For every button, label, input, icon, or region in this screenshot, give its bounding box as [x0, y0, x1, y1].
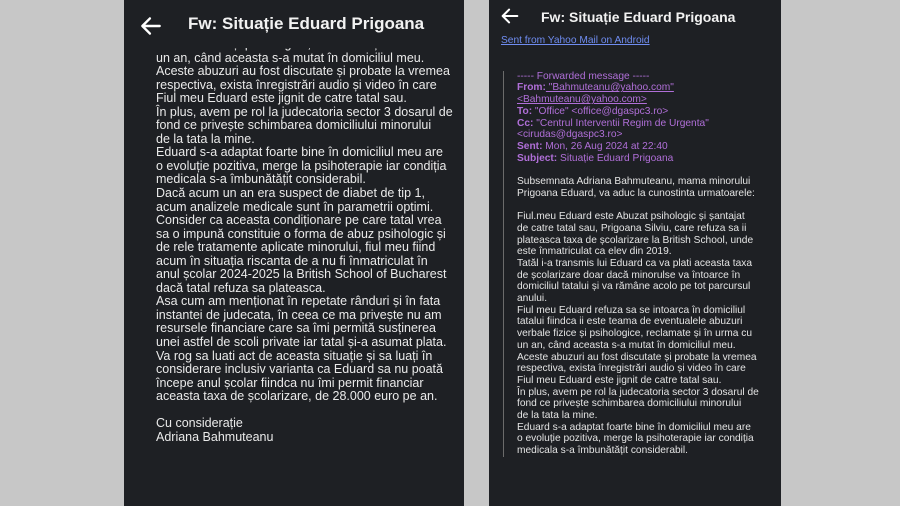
- body-line: În plus, avem pe rol la judecatoria sector 3 dosarul de: [156, 104, 453, 119]
- subject-label: Subject:: [517, 152, 558, 164]
- body-line: instantei de judecata, în ceea ce ma privește nu am: [156, 307, 442, 322]
- from-row: [517, 82, 778, 94]
- body-line: Va rog sa luati act de aceasta situație și sa luați în: [156, 348, 433, 363]
- body-line: În plus, avem pe rol la judecatoria sector 3 dosarul de: [517, 386, 759, 398]
- body-line: de catre tatal sau, Prigoana Silviu, care refuza sa ii: [517, 222, 747, 234]
- body-line: de rele tratamente aplicate minorului, fiul meu fiind: [156, 240, 436, 255]
- cc-row: [517, 118, 778, 130]
- sent-row: [517, 141, 778, 153]
- forwarded-header: [517, 71, 778, 165]
- body-line: Tatăl i-a transmis lui Eduard ca va plati aceasta taxa: [517, 257, 752, 269]
- body-line: o evoluție pozitiva, merge la psihoterapie iar condiția: [517, 433, 754, 445]
- body-line: Fiul meu Eduard este jignit de catre tatal sau.: [517, 374, 722, 386]
- from-label: From:: [517, 82, 546, 94]
- body-line: este înmatriculat ca elev din 2019.: [517, 246, 672, 258]
- email-subject-title: Fw: Situație Eduard Prigoana: [188, 14, 425, 33]
- body-line: Eduard s-a adaptat foarte bine în domiciliul meu are: [156, 145, 443, 160]
- body-line: fond ce privește schimbarea domiciliului minorului: [156, 118, 432, 133]
- body-line: tatalui fiindca ii este teama de eventualele abuzuri: [517, 316, 743, 328]
- body-line: acum analizele medicale sunt în parametrii optimi.: [156, 199, 434, 214]
- subject-row: [517, 153, 778, 165]
- body-line: un an, când aceasta s-a mutat în domiciliul meu.: [517, 339, 736, 351]
- back-arrow-icon[interactable]: [499, 5, 521, 27]
- signoff-closing: Cu considerație: [156, 416, 243, 431]
- body-line: Fiul meu Eduard este jignit de catre tatal sau.: [156, 91, 407, 106]
- body-line: un an, când aceasta s-a mutat în domiciliul meu.: [156, 50, 425, 65]
- body-line: Subsemnata Adriana Bahmuteanu, mama minorului: [517, 176, 751, 188]
- body-line: verbale fizice și psihologice, reclamate și în urma cu: [517, 328, 752, 340]
- bottom-fade: [124, 496, 464, 506]
- signoff-name: Adriana Bahmuteanu: [156, 429, 274, 444]
- email-signoff: [156, 417, 462, 444]
- body-line: plateasca taxa de școlarizare la British School, unde: [517, 234, 754, 246]
- to-label: To:: [517, 105, 533, 117]
- email-body-text: [517, 211, 778, 457]
- subject-value: Situație Eduard Prigoana: [557, 152, 674, 164]
- body-line: de școlarizare doar dacă minorulse va întoarce în: [517, 269, 741, 281]
- body-line: Consider ca aceasta condiționare pe care tatal vrea: [156, 213, 442, 228]
- top-app-bar: [489, 0, 781, 34]
- body-line: Aceste abuzuri au fost discutate și probate la vremea: [517, 351, 757, 363]
- body-line: dacă tatal refuza sa plateasca.: [156, 280, 326, 295]
- sent-label: Sent:: [517, 140, 543, 152]
- bottom-fade: [489, 496, 781, 506]
- body-line: o evoluție pozitiva, merge la psihoterapie iar condiția: [156, 158, 447, 173]
- forwarded-banner: ----- Forwarded message -----: [517, 70, 650, 82]
- top-app-bar: [124, 0, 464, 48]
- spacer: [517, 199, 778, 211]
- body-line: anului.: [517, 293, 548, 305]
- body-line: respectiva, exista înregistrări audio și video în care: [517, 363, 746, 375]
- right-phone-screen: [489, 0, 781, 506]
- body-line: acum în situația riscanta de a nu fi înmatriculat în: [156, 253, 428, 268]
- forwarded-quote: [503, 71, 778, 457]
- body-line: Fiul meu Eduard refuza sa se intoarca în domiciliul: [517, 304, 746, 316]
- body-line: fond ce privește schimbarea domiciliului minorului: [517, 398, 742, 410]
- from-email-link[interactable]: <Bahmuteanu@yahoo.com>: [517, 94, 647, 106]
- body-line: de la tata la mine.: [517, 410, 598, 422]
- body-line: Aceste abuzuri au fost discutate și probate la vremea: [156, 64, 450, 79]
- cc-label: Cc:: [517, 117, 534, 129]
- body-line: Prigoana Eduard, va aduc la cunostinta urmatoarele:: [517, 187, 755, 199]
- body-line: aceasta taxa de școlarizare, de 28.000 euro pe an.: [156, 389, 438, 404]
- body-line: unei astfel de scoli private iar tatal și-a asumat plata.: [156, 335, 447, 350]
- body-line: anul școlar 2024-2025 la British School of Bucharest: [156, 267, 447, 282]
- body-line: Asa cum am menționat în repetate rânduri și în fata: [156, 294, 441, 309]
- body-line: resursele financiare care sa îmi permită susținerea: [156, 321, 436, 336]
- body-line: considerare inclusiv varianta ca Eduard sa nu poată: [156, 362, 443, 377]
- spacer: [517, 164, 778, 176]
- left-phone-screen: [124, 0, 464, 506]
- back-arrow-icon[interactable]: [138, 13, 164, 39]
- body-line: domiciliul tatalui și va rămâne acolo pe tot parcursul: [517, 281, 751, 293]
- body-line: Fiul.meu Eduard este Abuzat psihologic și șantajat: [517, 211, 745, 223]
- to-value[interactable]: "Office" <office@dgaspc3.ro>: [532, 105, 669, 117]
- cc-email-link[interactable]: <cirudas@dgaspc3.ro>: [517, 129, 623, 141]
- email-body-text: [156, 38, 462, 404]
- to-row: [517, 106, 778, 118]
- body-line: medicala s-a îmbunătățit considerabil.: [156, 172, 366, 187]
- body-line: Eduard s-a adaptat foarte bine în domiciliul meu are: [517, 421, 751, 433]
- body-line: de la tata la mine.: [156, 131, 255, 146]
- body-line: sa o impună constituie o forma de abuz psihologic și: [156, 226, 446, 241]
- body-line: medicala s-a îmbunătățit considerabil.: [517, 445, 689, 457]
- sent-value: Mon, 26 Aug 2024 at 22:40: [542, 140, 668, 152]
- email-body: [156, 38, 462, 444]
- cc-value[interactable]: "Centrul Interventii Regim de Urgenta": [533, 117, 709, 129]
- from-value[interactable]: "Bahmuteanu@yahoo.com": [545, 82, 674, 94]
- body-line: respectiva, exista înregistrări audio și video în care: [156, 77, 437, 92]
- body-line: Dacă acum un an era suspect de diabet de tip 1,: [156, 186, 425, 201]
- email-subject-title: Fw: Situație Eduard Prigoana: [541, 9, 736, 25]
- yahoo-mail-link[interactable]: Sent from Yahoo Mail on Android: [501, 35, 650, 46]
- body-line: începe anul școlar fiindca nu îmi permit financiar: [156, 375, 424, 390]
- email-intro: [517, 176, 778, 199]
- email-body: [501, 35, 778, 457]
